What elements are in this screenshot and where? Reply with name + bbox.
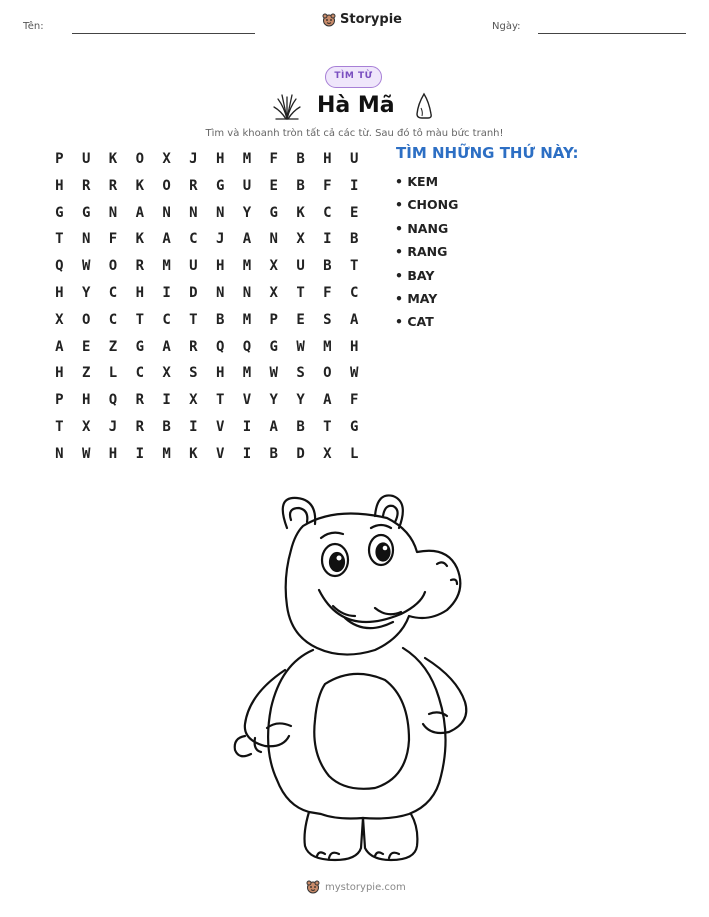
grid-row bbox=[46, 253, 368, 280]
grid-cell[interactable]: A bbox=[162, 338, 171, 355]
grid-cell[interactable]: Y bbox=[242, 204, 252, 221]
hippo-illustration bbox=[225, 488, 485, 868]
tooth-icon bbox=[414, 92, 434, 120]
title-row bbox=[270, 91, 440, 123]
footer-site: mystorypie.com bbox=[325, 881, 406, 893]
grid-row bbox=[46, 200, 368, 227]
name-line[interactable] bbox=[72, 33, 255, 34]
grid-cell[interactable]: G bbox=[81, 204, 91, 221]
grid-cell[interactable]: U bbox=[296, 258, 305, 275]
grid-cell[interactable]: H bbox=[135, 284, 144, 301]
grid-cell[interactable]: R bbox=[189, 338, 198, 355]
grid-row bbox=[46, 360, 368, 387]
grid-cell[interactable]: Z bbox=[81, 365, 91, 382]
grid-cell[interactable]: E bbox=[296, 311, 305, 328]
grid-cell[interactable]: N bbox=[162, 204, 171, 221]
grid-row bbox=[46, 173, 368, 200]
grid-cell[interactable]: P bbox=[55, 151, 64, 167]
date-line[interactable] bbox=[538, 33, 686, 34]
grid-cell[interactable]: U bbox=[81, 151, 91, 167]
grid-row bbox=[46, 414, 368, 441]
list-item: • CAT bbox=[395, 314, 434, 330]
category-badge: TÌM TỪ bbox=[325, 66, 382, 88]
grid-cell[interactable]: N bbox=[215, 284, 225, 301]
grid-cell[interactable]: R bbox=[135, 258, 144, 275]
grid-cell[interactable]: R bbox=[108, 177, 118, 194]
grid-cell[interactable]: I bbox=[242, 418, 252, 435]
grid-cell[interactable]: O bbox=[323, 365, 332, 382]
grid-cell[interactable]: F bbox=[323, 177, 332, 194]
grid-cell[interactable]: B bbox=[269, 445, 278, 462]
grass-icon bbox=[272, 91, 302, 121]
grid-cell[interactable]: M bbox=[242, 151, 252, 167]
grid-cell[interactable]: G bbox=[269, 204, 278, 221]
grid-cell[interactable]: A bbox=[135, 204, 144, 221]
grid-cell[interactable]: R bbox=[135, 392, 144, 409]
grid-cell[interactable]: O bbox=[162, 177, 171, 194]
grid-cell[interactable]: N bbox=[269, 231, 278, 248]
grid-row bbox=[46, 334, 368, 361]
word-search-grid bbox=[46, 146, 368, 468]
grid-cell[interactable]: H bbox=[55, 284, 64, 301]
grid-cell[interactable]: N bbox=[81, 231, 91, 248]
grid-cell[interactable]: G bbox=[349, 418, 359, 435]
grid-cell[interactable]: S bbox=[323, 311, 332, 328]
grid-cell[interactable]: W bbox=[269, 365, 278, 382]
storypie-logo-icon bbox=[306, 880, 320, 894]
grid-row bbox=[46, 387, 368, 414]
grid-cell[interactable]: V bbox=[242, 392, 252, 409]
grid-cell[interactable]: M bbox=[242, 258, 252, 275]
grid-cell[interactable]: V bbox=[215, 418, 225, 435]
grid-cell[interactable]: C bbox=[162, 311, 171, 328]
grid-cell[interactable]: X bbox=[55, 311, 64, 328]
grid-cell[interactable]: Y bbox=[269, 392, 278, 409]
grid-row bbox=[46, 280, 368, 307]
instructions: Tìm và khoanh tròn tất cả các từ. Sau đó tô màu bức tranh! bbox=[205, 128, 504, 139]
grid-cell[interactable]: Z bbox=[108, 338, 118, 355]
storypie-logo-icon bbox=[322, 13, 336, 27]
list-item: • BAY bbox=[395, 267, 435, 283]
grid-cell[interactable]: T bbox=[55, 231, 64, 248]
grid-row bbox=[46, 226, 368, 253]
grid-cell[interactable]: M bbox=[162, 445, 171, 462]
grid-cell[interactable]: A bbox=[269, 418, 278, 435]
grid-cell[interactable]: A bbox=[242, 231, 252, 248]
grid-cell[interactable]: I bbox=[162, 284, 171, 301]
grid-cell[interactable]: M bbox=[162, 258, 171, 275]
grid-cell[interactable]: Y bbox=[81, 284, 91, 301]
grid-cell[interactable]: K bbox=[296, 204, 305, 221]
grid-row bbox=[46, 441, 368, 468]
grid-cell[interactable]: O bbox=[108, 258, 118, 275]
grid-cell[interactable]: I bbox=[323, 231, 332, 248]
grid-cell[interactable]: C bbox=[108, 284, 118, 301]
grid-cell[interactable]: B bbox=[162, 418, 171, 435]
grid-cell[interactable]: J bbox=[189, 151, 198, 167]
grid-cell[interactable]: Q bbox=[55, 258, 64, 275]
grid-cell[interactable]: C bbox=[349, 284, 359, 301]
grid-cell[interactable]: E bbox=[349, 204, 359, 221]
list-item: • CHONG bbox=[395, 197, 459, 213]
grid-cell[interactable]: K bbox=[108, 151, 118, 167]
grid-cell[interactable]: H bbox=[108, 445, 118, 462]
grid-cell[interactable]: P bbox=[269, 311, 278, 328]
grid-cell[interactable]: L bbox=[349, 445, 359, 462]
grid-cell[interactable]: A bbox=[55, 338, 64, 355]
grid-cell[interactable]: X bbox=[323, 445, 332, 462]
grid-cell[interactable]: H bbox=[55, 365, 64, 382]
grid-cell[interactable]: F bbox=[349, 392, 359, 409]
grid-cell[interactable]: H bbox=[215, 258, 225, 275]
list-item: • MAY bbox=[395, 290, 438, 306]
word-list bbox=[395, 170, 458, 334]
grid-cell[interactable]: R bbox=[81, 177, 91, 194]
word-list-title: TÌM NHỮNG THỨ NÀY: bbox=[396, 144, 579, 162]
grid-cell[interactable]: N bbox=[55, 445, 64, 462]
grid-cell[interactable]: W bbox=[349, 365, 359, 382]
grid-cell[interactable]: Q bbox=[242, 338, 252, 355]
grid-cell[interactable]: W bbox=[81, 445, 91, 462]
grid-cell[interactable]: X bbox=[162, 151, 171, 167]
grid-cell[interactable]: U bbox=[349, 151, 359, 167]
name-label: Tên: bbox=[23, 21, 44, 32]
page-title: Hà Mã bbox=[317, 93, 395, 118]
grid-cell[interactable]: M bbox=[242, 311, 252, 328]
grid-cell[interactable]: H bbox=[215, 365, 225, 382]
grid-cell[interactable]: U bbox=[242, 177, 252, 194]
grid-cell[interactable]: N bbox=[242, 284, 252, 301]
grid-cell[interactable]: B bbox=[323, 258, 332, 275]
grid-cell[interactable]: W bbox=[81, 258, 91, 275]
grid-cell[interactable]: V bbox=[215, 445, 225, 462]
grid-cell[interactable]: B bbox=[215, 311, 225, 328]
grid-cell[interactable]: X bbox=[269, 284, 278, 301]
list-item: • KEM bbox=[395, 174, 439, 189]
grid-cell[interactable]: F bbox=[323, 284, 332, 301]
grid-cell[interactable]: X bbox=[162, 365, 171, 382]
grid-cell[interactable]: M bbox=[323, 338, 332, 355]
grid-cell[interactable]: Q bbox=[108, 392, 118, 409]
grid-cell[interactable]: A bbox=[323, 392, 332, 409]
grid-cell[interactable]: J bbox=[108, 418, 118, 435]
grid-cell[interactable]: H bbox=[81, 392, 91, 409]
grid-cell[interactable]: N bbox=[189, 204, 198, 221]
grid-cell[interactable]: D bbox=[296, 445, 305, 462]
grid-row bbox=[46, 146, 368, 173]
grid-cell[interactable]: M bbox=[242, 365, 252, 382]
grid-cell[interactable]: T bbox=[296, 284, 305, 301]
grid-cell[interactable]: T bbox=[55, 418, 64, 435]
grid-cell[interactable]: N bbox=[215, 204, 225, 221]
grid-cell[interactable]: B bbox=[296, 177, 305, 194]
grid-cell[interactable]: E bbox=[81, 338, 91, 355]
grid-cell[interactable]: C bbox=[135, 365, 144, 382]
grid-cell[interactable]: Y bbox=[296, 392, 305, 409]
grid-cell[interactable]: T bbox=[323, 418, 332, 435]
date-label: Ngày: bbox=[492, 21, 521, 32]
grid-cell[interactable]: X bbox=[269, 258, 278, 275]
grid-cell[interactable]: C bbox=[108, 311, 118, 328]
grid-cell[interactable]: X bbox=[189, 392, 198, 409]
grid-cell[interactable]: T bbox=[189, 311, 198, 328]
grid-cell[interactable]: Q bbox=[215, 338, 225, 355]
grid-cell[interactable]: J bbox=[215, 231, 225, 248]
grid-cell[interactable]: F bbox=[269, 151, 278, 167]
grid-cell[interactable]: I bbox=[242, 445, 252, 462]
grid-cell[interactable]: F bbox=[108, 231, 118, 248]
grid-cell[interactable]: H bbox=[215, 151, 225, 167]
grid-cell[interactable]: I bbox=[162, 392, 171, 409]
grid-cell[interactable]: K bbox=[135, 177, 144, 194]
grid-cell[interactable]: G bbox=[55, 204, 64, 221]
grid-cell[interactable]: C bbox=[323, 204, 332, 221]
grid-cell[interactable]: O bbox=[81, 311, 91, 328]
grid-cell[interactable]: S bbox=[296, 365, 305, 382]
grid-cell[interactable]: L bbox=[108, 365, 118, 382]
grid-cell[interactable]: K bbox=[135, 231, 144, 248]
grid-cell[interactable]: T bbox=[349, 258, 359, 275]
grid-cell[interactable]: E bbox=[269, 177, 278, 194]
grid-row bbox=[46, 307, 368, 334]
brand-name: Storypie bbox=[340, 12, 402, 27]
grid-cell[interactable]: O bbox=[135, 151, 144, 167]
grid-cell[interactable]: X bbox=[81, 418, 91, 435]
list-item: • NANG bbox=[395, 220, 449, 236]
grid-cell[interactable]: R bbox=[189, 177, 198, 194]
grid-cell[interactable]: G bbox=[215, 177, 225, 194]
grid-cell[interactable]: W bbox=[296, 338, 305, 355]
grid-cell[interactable]: I bbox=[135, 445, 144, 462]
grid-cell[interactable]: T bbox=[135, 311, 144, 328]
grid-cell[interactable]: G bbox=[135, 338, 144, 355]
list-item: • RANG bbox=[395, 244, 448, 260]
grid-cell[interactable]: T bbox=[215, 392, 225, 409]
footer bbox=[306, 880, 406, 894]
grid-cell[interactable]: H bbox=[55, 177, 64, 194]
grid-cell[interactable]: P bbox=[55, 392, 64, 409]
grid-cell[interactable]: X bbox=[296, 231, 305, 248]
grid-cell[interactable]: B bbox=[296, 151, 305, 167]
grid-cell[interactable]: B bbox=[349, 231, 359, 248]
brand bbox=[322, 12, 402, 27]
grid-cell[interactable]: S bbox=[189, 365, 198, 382]
grid-cell[interactable]: I bbox=[189, 418, 198, 435]
grid-cell[interactable]: U bbox=[189, 258, 198, 275]
grid-cell[interactable]: I bbox=[349, 177, 359, 194]
grid-cell[interactable]: R bbox=[135, 418, 144, 435]
grid-cell[interactable]: B bbox=[296, 418, 305, 435]
grid-cell[interactable]: D bbox=[189, 284, 198, 301]
grid-cell[interactable]: C bbox=[189, 231, 198, 248]
grid-cell[interactable]: G bbox=[269, 338, 278, 355]
grid-cell[interactable]: A bbox=[162, 231, 171, 248]
grid-cell[interactable]: A bbox=[349, 311, 359, 328]
grid-cell[interactable]: H bbox=[323, 151, 332, 167]
grid-cell[interactable]: H bbox=[349, 338, 359, 355]
grid-cell[interactable]: N bbox=[108, 204, 118, 221]
grid-cell[interactable]: K bbox=[189, 445, 198, 462]
